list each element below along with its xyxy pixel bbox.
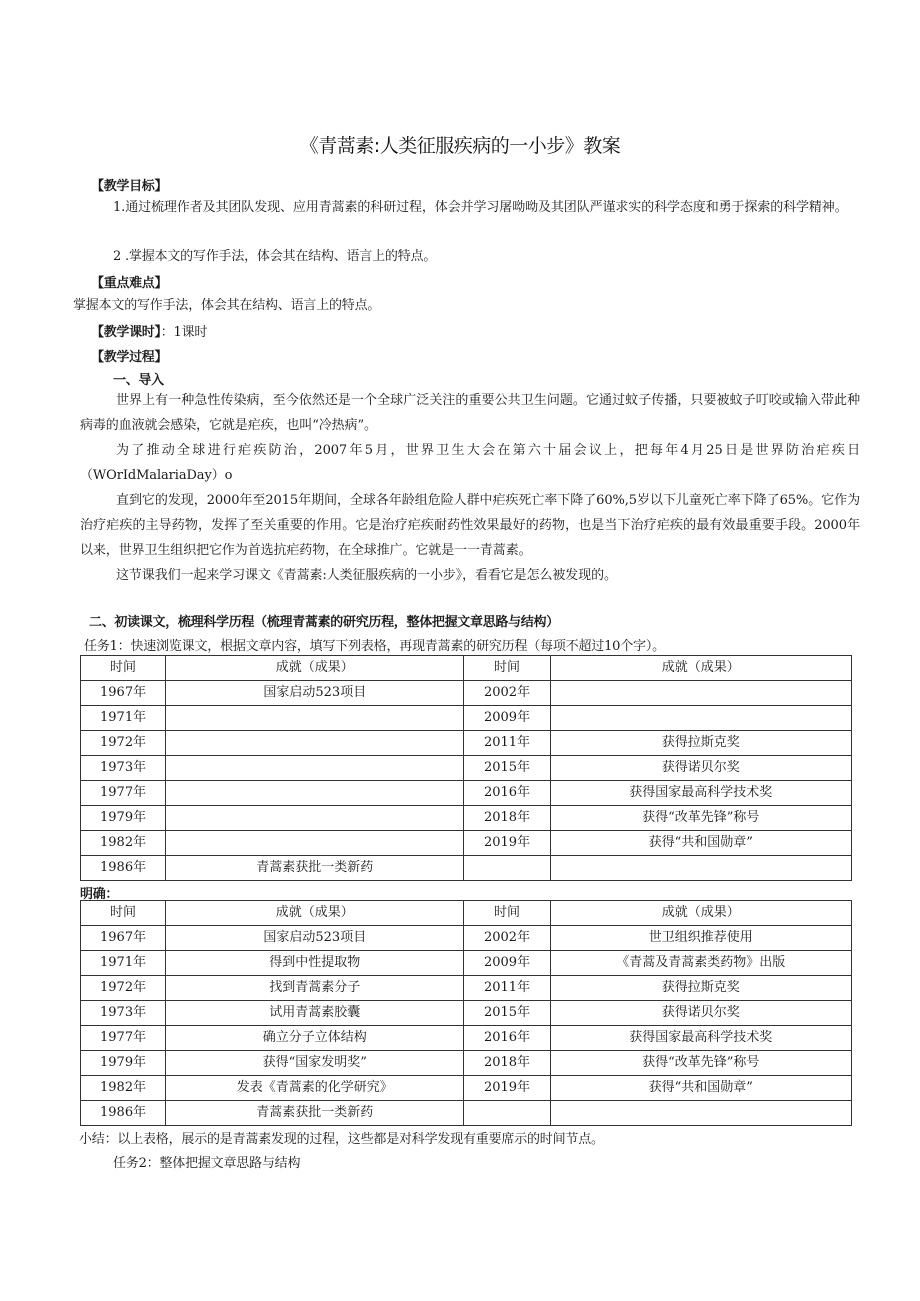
achievement-cell: 获得“共和国勋章” (550, 1076, 851, 1101)
year-cell: 1967年 (81, 926, 166, 951)
achievement-cell[interactable] (166, 831, 464, 856)
header-time: 时间 (464, 901, 550, 926)
objective-item-1: 1.通过梳理作者及其团队发现、应用青蒿素的科研过程，体会并学习屠呦呦及其团队严谨求实的科学态度和勇于探索的科学精神。 (113, 200, 848, 215)
hours-heading: 【教学课时】 (91, 325, 161, 340)
table-header-row (81, 901, 852, 926)
header-time: 时间 (81, 656, 166, 681)
year-cell: 1977年 (81, 1026, 166, 1051)
year-cell: 1972年 (81, 731, 166, 756)
task1-instruction: 任务1：快速浏览课文，根据文章内容，填写下列表格，再现青蒿素的研究历程（每项不超过10个字）。 (84, 639, 665, 654)
document-title: 《青蒿素:人类征服疾病的一小步》教案 (299, 135, 621, 157)
achievement-cell: 获得“改革先锋”称号 (550, 1051, 851, 1076)
achievement-cell[interactable] (550, 856, 851, 881)
year-cell: 1979年 (81, 806, 166, 831)
answer-label: 明确： (80, 887, 119, 902)
year-cell: 1967年 (81, 681, 166, 706)
achievement-cell[interactable]: 获得国家最高科学技术奖 (550, 781, 851, 806)
table-row (81, 856, 852, 881)
year-cell: 2002年 (464, 681, 550, 706)
year-cell: 2016年 (464, 1026, 550, 1051)
year-cell (464, 1101, 550, 1126)
header-achievement: 成就（成果） (166, 656, 464, 681)
achievement-cell[interactable] (166, 781, 464, 806)
process-heading: 【教学过程】 (91, 350, 168, 365)
achievement-cell[interactable] (166, 731, 464, 756)
table-row (81, 951, 852, 976)
achievement-cell[interactable] (550, 681, 851, 706)
year-cell: 1982年 (81, 831, 166, 856)
achievement-cell: 试用青蒿素胶囊 (166, 1001, 464, 1026)
achievement-cell[interactable] (550, 706, 851, 731)
year-cell: 2009年 (464, 706, 550, 731)
objective-item-2: 2 .掌握本文的写作手法，体会其在结构、语言上的特点。 (113, 249, 437, 264)
achievement-cell[interactable]: 获得“共和国勋章” (550, 831, 851, 856)
achievement-cell: 确立分子立体结构 (166, 1026, 464, 1051)
section2-heading: 二、初读课文，梳理科学历程（梳理青蒿素的研究历程，整体把握文章思路与结构） (89, 615, 559, 630)
achievement-cell: 获得拉斯克奖 (550, 976, 851, 1001)
key-points-text: 掌握本文的写作手法，体会其在结构、语言上的特点。 (73, 298, 381, 313)
header-achievement: 成就（成果） (166, 901, 464, 926)
table-row (81, 706, 852, 731)
year-cell: 2019年 (464, 831, 550, 856)
year-cell: 1982年 (81, 1076, 166, 1101)
year-cell: 1977年 (81, 781, 166, 806)
answer-timeline-table (80, 900, 852, 1126)
year-cell: 1973年 (81, 756, 166, 781)
table-row (81, 806, 852, 831)
table-row (81, 1076, 852, 1101)
table-row (81, 831, 852, 856)
achievement-cell: 世卫组织推荐使用 (550, 926, 851, 951)
achievement-cell: 国家启动523项目 (166, 926, 464, 951)
achievement-cell[interactable] (166, 706, 464, 731)
table-row (81, 681, 852, 706)
year-cell: 2018年 (464, 1051, 550, 1076)
achievement-cell: 获得“国家发明奖” (166, 1051, 464, 1076)
header-time: 时间 (81, 901, 166, 926)
intro-paragraph-3: 直到它的发现，2000年至2015年期间，全球各年龄组危险人群中疟疾死亡率下降了60%,5岁以下儿童死亡率下降了65%。它作为治疗疟疾的主导药物，发挥了至关重要的作用。它是治疗疟疾耐药性效果最好的药物，也是当下治疗疟疾的最有效最重要手段。2000年以来，世界卫生组织把它作为首选抗疟药物，在全球推广。它就是一一青蒿素。 (80, 493, 860, 558)
table-row (81, 1026, 852, 1051)
year-cell: 1971年 (81, 706, 166, 731)
year-cell: 2018年 (464, 806, 550, 831)
table-row (81, 781, 852, 806)
header-achievement: 成就（成果） (550, 901, 851, 926)
achievement-cell: 找到青蒿素分子 (166, 976, 464, 1001)
hours-line (91, 320, 207, 345)
section1-heading: 一、导入 (113, 373, 164, 388)
intro-paragraph-2: 为了推动全球进行疟疾防治，2007年5月，世界卫生大会在第六十届会议上，把每年4月25日是世界防治疟疾日（WOrIdMalariaDay）o (80, 443, 860, 483)
year-cell: 1972年 (81, 976, 166, 1001)
year-cell: 2019年 (464, 1076, 550, 1101)
task2-instruction: 任务2：整体把握文章思路与结构 (113, 1156, 301, 1171)
achievement-cell: 获得诺贝尔奖 (550, 1001, 851, 1026)
year-cell: 1979年 (81, 1051, 166, 1076)
year-cell: 1973年 (81, 1001, 166, 1026)
year-cell: 2002年 (464, 926, 550, 951)
header-time: 时间 (464, 656, 550, 681)
achievement-cell[interactable]: 青蒿素获批一类新药 (166, 856, 464, 881)
achievement-cell[interactable] (166, 756, 464, 781)
table-header-row (81, 656, 852, 681)
table-row (81, 976, 852, 1001)
year-cell: 2011年 (464, 976, 550, 1001)
summary-text: 小结：以上表格，展示的是青蒿素发现的过程，这些都是对科学发现有重要席示的时间节点。 (79, 1132, 604, 1147)
year-cell (464, 856, 550, 881)
achievement-cell[interactable] (166, 806, 464, 831)
year-cell: 2011年 (464, 731, 550, 756)
intro-paragraph-1: 世界上有一种急性传染病，至今依然还是一个全球广泛关注的重要公共卫生问题。它通过蚊子传播，只要被蚊子叮咬或输入带此种病毒的血液就会感染，它就是疟疾，也叫“冷热病”。 (80, 393, 860, 433)
achievement-cell[interactable]: 国家启动523项目 (166, 681, 464, 706)
table-row (81, 926, 852, 951)
key-points-heading: 【重点难点】 (91, 276, 168, 291)
year-cell: 2016年 (464, 781, 550, 806)
objectives-heading: 【教学目标】 (91, 179, 168, 194)
year-cell: 1971年 (81, 951, 166, 976)
year-cell: 1986年 (81, 1101, 166, 1126)
achievement-cell: 青蒿素获批一类新药 (166, 1101, 464, 1126)
achievement-cell: 得到中性提取物 (166, 951, 464, 976)
achievement-cell: 获得国家最高科学技术奖 (550, 1026, 851, 1051)
table-row (81, 1051, 852, 1076)
achievement-cell (550, 1101, 851, 1126)
achievement-cell: 发表《青蒿素的化学研究》 (166, 1076, 464, 1101)
table-row (81, 731, 852, 756)
intro-paragraph-4: 这节课我们一起来学习课文《青蒿素:人类征服疾病的一小步》，看看它是怎么被发现的。 (116, 568, 617, 583)
year-cell: 2009年 (464, 951, 550, 976)
year-cell: 2015年 (464, 756, 550, 781)
hours-text: ：1课时 (160, 325, 208, 340)
achievement-cell[interactable]: 获得诺贝尔奖 (550, 756, 851, 781)
table-row (81, 756, 852, 781)
header-achievement: 成就（成果） (550, 656, 851, 681)
table-row (81, 1101, 852, 1126)
achievement-cell[interactable]: 获得拉斯克奖 (550, 731, 851, 756)
year-cell: 2015年 (464, 1001, 550, 1026)
table-row (81, 1001, 852, 1026)
blank-timeline-table (80, 655, 852, 881)
achievement-cell: 《青蒿及青蒿素类药物》出版 (550, 951, 851, 976)
year-cell: 1986年 (81, 856, 166, 881)
achievement-cell[interactable]: 获得“改革先锋”称号 (550, 806, 851, 831)
